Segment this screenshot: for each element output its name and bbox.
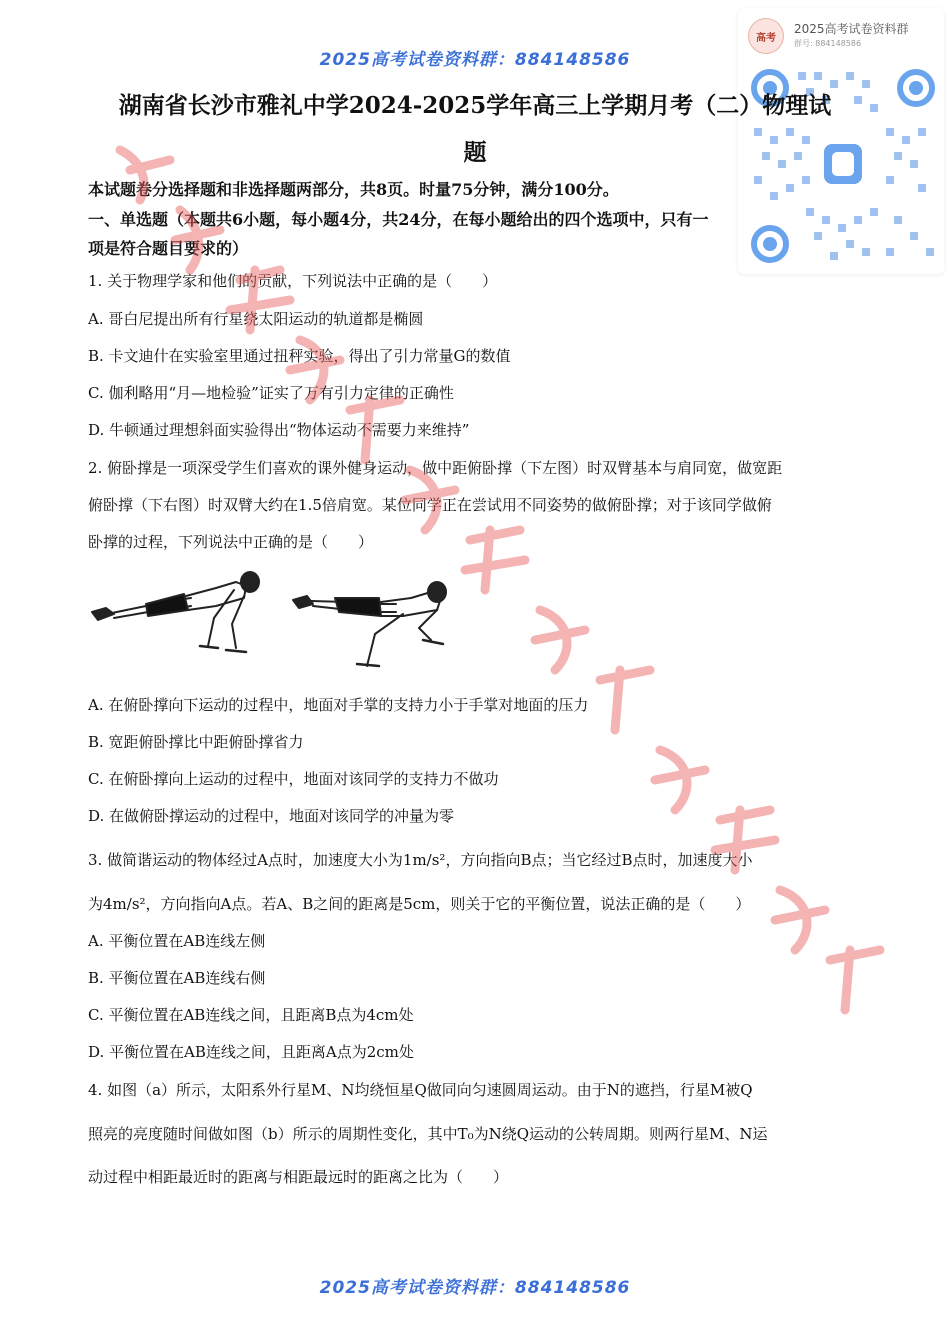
header-banner: 2025高考试卷资料群：884148586 xyxy=(319,50,631,70)
q3-option-c: C. 平衡位置在AB连线之间，且距离B点为4cm处 xyxy=(88,1006,414,1024)
title-line-1: 湖南省长沙市雅礼中学2024-2025学年高三上学期月考（二）物理试 xyxy=(118,92,832,119)
q4-stem-line-3: 动过程中相距最近时的距离与相距最远时的距离之比为（ ） xyxy=(88,1168,509,1186)
section-heading-line-2: 项是符合题目要求的） xyxy=(88,239,249,258)
pushup-figure xyxy=(86,568,466,668)
pushup-medium-grip xyxy=(92,572,259,652)
q4-stem-line-1: 4. 如图（a）所示，太阳系外行星M、N均绕恒星Q做同向匀速圆周运动。由于N的遮挡，行星M被Q xyxy=(88,1081,753,1099)
q3-option-b: B. 平衡位置在AB连线右侧 xyxy=(88,969,266,987)
q2-stem-line-1: 2. 俯卧撑是一项深受学生们喜欢的课外健身运动，做中距俯卧撑（下左图）时双臂基本与肩同宽，做宽距 xyxy=(88,459,783,477)
q3-stem-line-1: 3. 做简谐运动的物体经过A点时，加速度大小为1m/s²，方向指向B点；当它经过B点时，加速度大小 xyxy=(88,851,753,869)
q1-option-b: B. 卡文迪什在实验室里通过扭秤实验，得出了引力常量G的数值 xyxy=(88,347,511,365)
q2-option-a: A. 在俯卧撑向下运动的过程中，地面对手掌的支持力小于手掌对地面的压力 xyxy=(88,696,589,714)
q1-stem: 1. 关于物理学家和他们的贡献，下列说法中正确的是（ ） xyxy=(88,272,498,290)
q1-option-a: A. 哥白尼提出所有行星绕太阳运动的轨道都是椭圆 xyxy=(88,310,424,328)
group-logo: 高考 xyxy=(748,18,784,54)
page-title xyxy=(70,82,880,176)
q1-option-c: C. 伽利略用“月—地检验”证实了万有引力定律的正确性 xyxy=(88,384,454,402)
group-id: 群号: 884148586 xyxy=(794,39,862,48)
q2-option-c: C. 在俯卧撑向上运动的过程中，地面对该同学的支持力不做功 xyxy=(88,770,499,788)
q2-option-d: D. 在做俯卧撑运动的过程中，地面对该同学的冲量为零 xyxy=(88,807,455,825)
pushup-wide-grip xyxy=(293,582,446,666)
q4-stem-line-2: 照亮的亮度随时间做如图（b）所示的周期性变化，其中T₀为N绕Q运动的公转周期。则两行星M、N运 xyxy=(88,1125,768,1143)
q3-option-a: A. 平衡位置在AB连线左侧 xyxy=(88,932,266,950)
q3-stem-line-2: 为4m/s²，方向指向A点。若A、B之间的距离是5cm，则关于它的平衡位置，说法正确的是（ ） xyxy=(88,895,751,913)
q2-stem-line-3: 卧撑的过程，下列说法中正确的是（ ） xyxy=(88,533,374,551)
q1-option-d: D. 牛顿通过理想斜面实验得出“物体运动不需要力来维持” xyxy=(88,421,470,439)
group-name: 2025高考试卷资料群 xyxy=(794,22,909,36)
q2-stem-line-2: 俯卧撑（下右图）时双臂大约在1.5倍肩宽。某位同学正在尝试用不同姿势的做俯卧撑；对于该同学做俯 xyxy=(88,496,772,514)
q2-option-b: B. 宽距俯卧撑比中距俯卧撑省力 xyxy=(88,733,304,751)
footer-banner: 2025高考试卷资料群：884148586 xyxy=(319,1278,631,1298)
q3-option-d: D. 平衡位置在AB连线之间，且距离A点为2cm处 xyxy=(88,1043,414,1061)
title-line-2: 题 xyxy=(463,139,487,166)
intro-text: 本试题卷分选择题和非选择题两部分，共8页。时量75分钟，满分100分。 xyxy=(88,180,619,199)
section-heading-line-1: 一、单选题（本题共6小题，每小题4分，共24分，在每小题给出的四个选项中，只有一 xyxy=(88,210,709,229)
